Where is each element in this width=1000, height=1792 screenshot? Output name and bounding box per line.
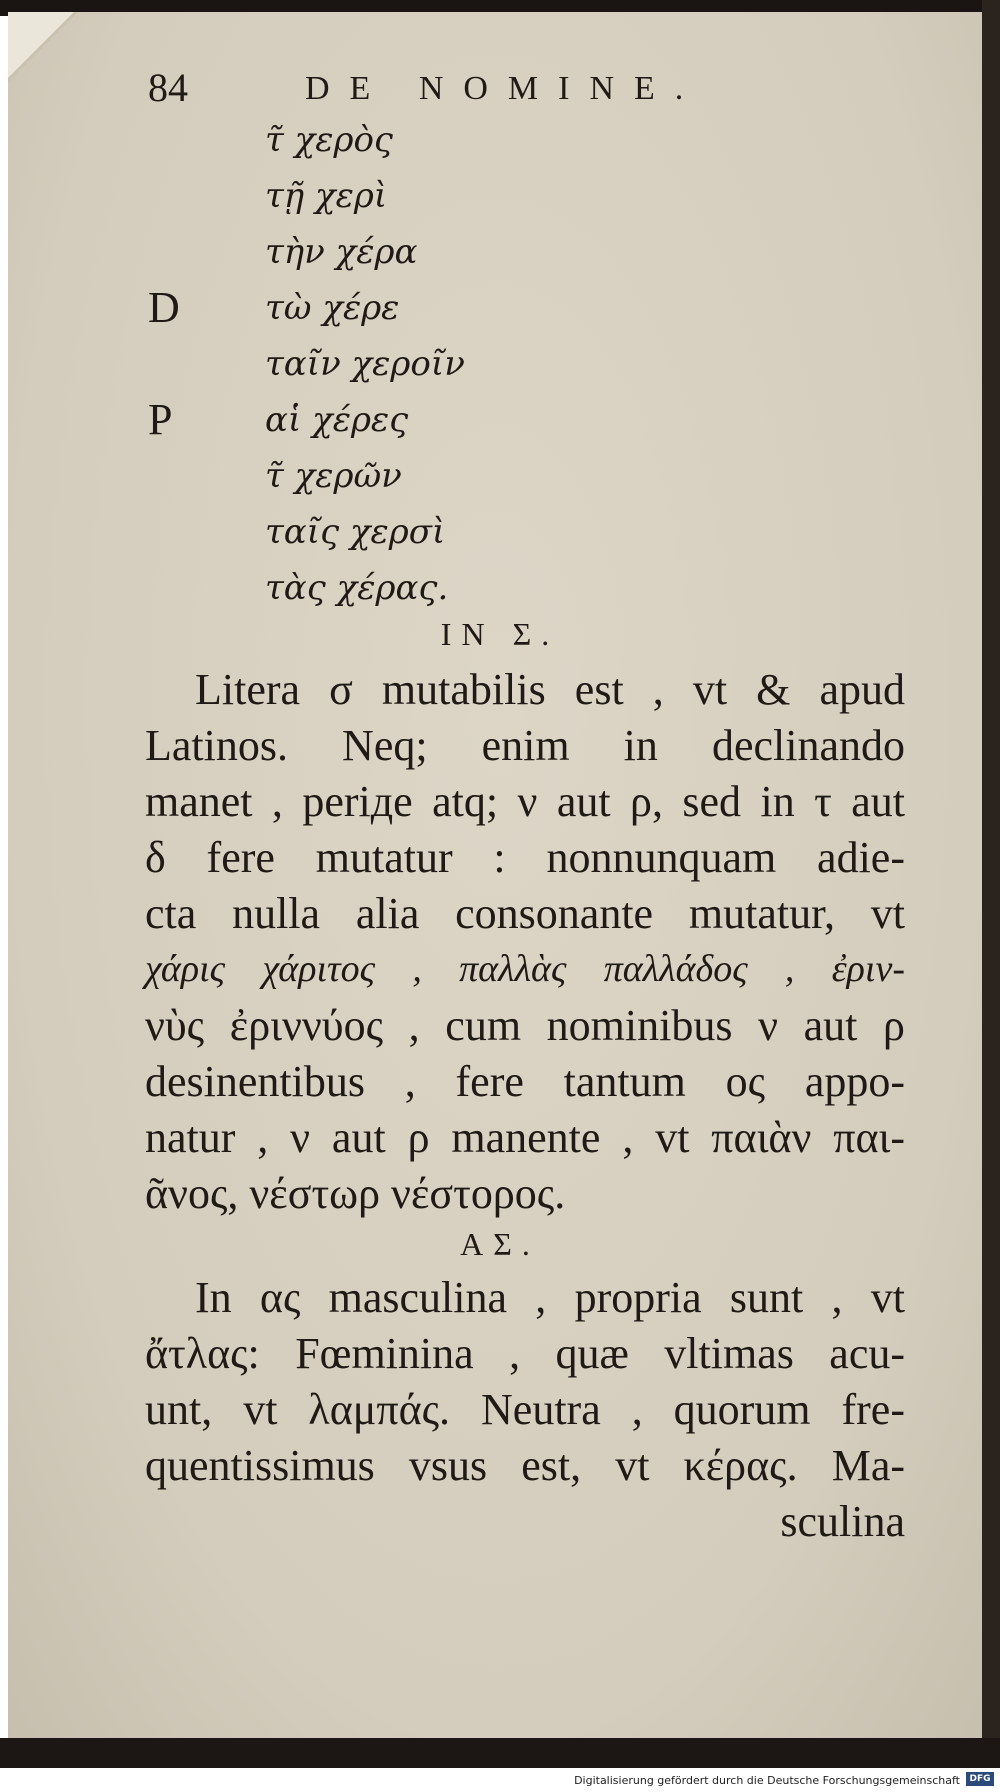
footer-credit: Digitalisierung gefördert durch die Deutsche Forschungsgemeinschaft <box>574 1774 960 1787</box>
declension-form: αἱ χέρες <box>265 400 409 440</box>
dual-label: D <box>148 283 180 332</box>
text-line: χάρις χάριτος , παλλὰς παλλάδος , ἐριν- <box>145 948 905 990</box>
declension-form: τῇ χερὶ <box>265 176 388 216</box>
text-line: νὺς ἐριννύος , cum nominibus ν aut ρ <box>145 1001 905 1050</box>
declension-form: τὴν χέρα <box>265 232 418 272</box>
scan-border-bottom <box>0 1738 1000 1768</box>
declension-form: τὰς χέρας. <box>265 568 449 608</box>
catchword: sculina <box>780 1497 905 1546</box>
text-line: Litera σ mutabilis est , vt & apud <box>195 665 905 714</box>
scan-border-right <box>982 0 1000 1760</box>
text-line: desinentibus , fere tantum ος appo- <box>145 1057 905 1106</box>
running-title: DE NOMINE. <box>305 70 704 107</box>
declension-form: τ̃ χερὸς <box>265 120 393 160</box>
section-heading: IN Σ. <box>440 616 560 652</box>
declension-form: τὼ χέρε <box>265 288 400 328</box>
text-line: quentissimus vsus est, vt κέρας. Ma- <box>145 1441 905 1490</box>
text-line: δ fere mutatur : nonnunquam adie- <box>145 833 905 882</box>
declension-form: τ̃ χερῶν <box>265 456 402 496</box>
text-line: In ας masculina , propria sunt , vt <box>195 1273 905 1322</box>
declension-form: ταῖν χεροῖν <box>265 344 465 384</box>
text-line: ᾶνος, νέστωρ νέστορος. <box>145 1169 566 1218</box>
section-heading: ΑΣ. <box>460 1226 540 1262</box>
declension-form: ταῖς χερσὶ <box>265 512 446 552</box>
text-line: unt, vt λαμπάς. Neutra , quorum fre- <box>145 1385 905 1434</box>
text-line: natur , ν aut ρ manente , vt παιὰν παι- <box>145 1113 905 1162</box>
text-line: ἄτλας: Fœminina , quæ vltimas acu- <box>145 1329 905 1378</box>
plural-label: P <box>148 395 173 444</box>
page-number: 84 <box>148 65 188 110</box>
folded-corner <box>8 12 74 78</box>
text-line: Latinos. Neq; enim in declinando <box>145 721 905 770</box>
digitization-footer <box>0 1768 1000 1792</box>
dfg-logo: DFG <box>966 1772 994 1786</box>
text-line: manet , periде atq; ν aut ρ, sed in τ aut <box>145 777 905 826</box>
text-line: cta nulla alia consonante mutatur, vt <box>145 889 905 938</box>
